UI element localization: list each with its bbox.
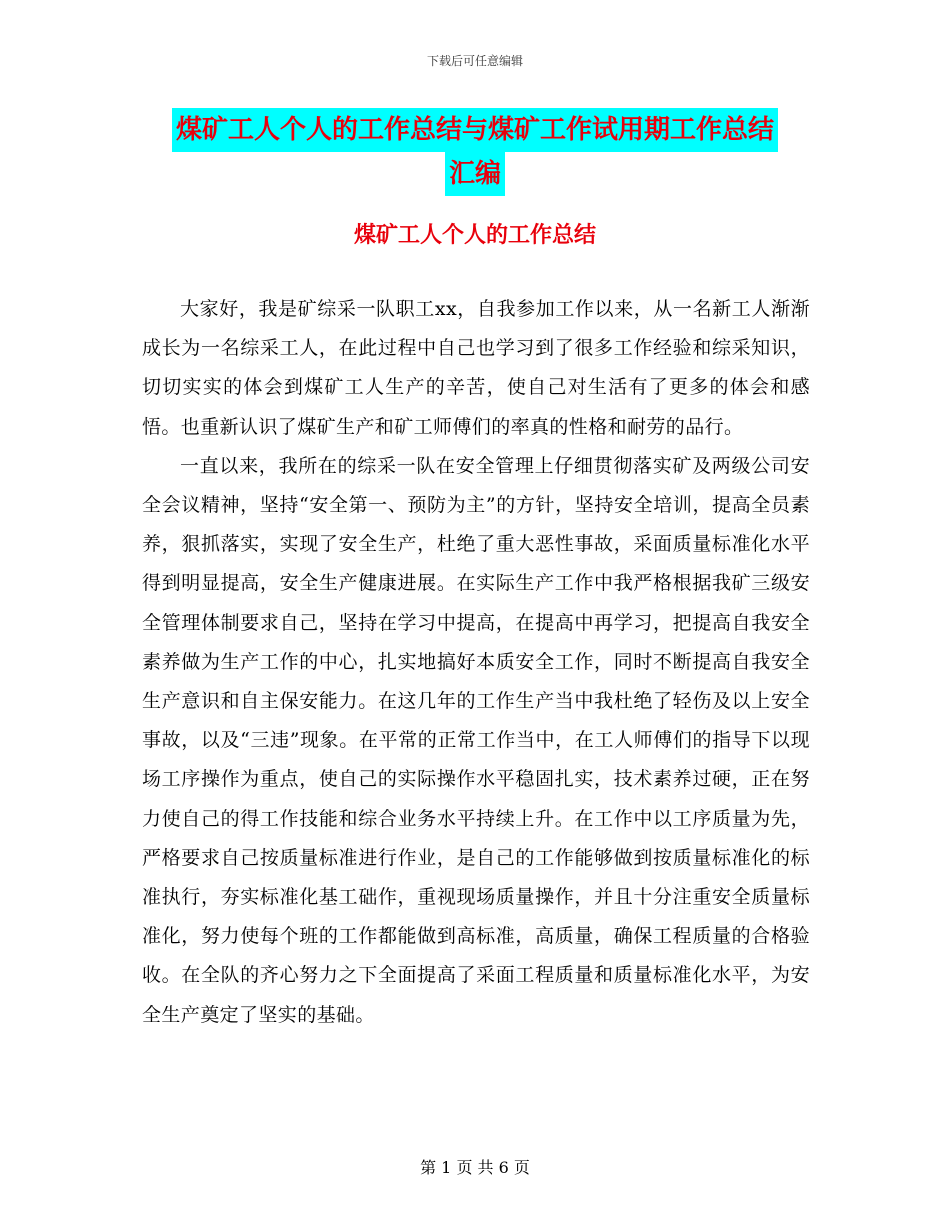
document-title-line-1: 煤矿工人个人的工作总结与煤矿工作试用期工作总结 [172, 108, 778, 152]
page-number-footer: 第 1 页 共 6 页 [420, 1158, 530, 1177]
document-title-line-2: 汇编 [445, 152, 505, 196]
document-body [142, 290, 810, 1035]
section-title: 煤矿工人个人的工作总结 [353, 223, 596, 248]
page-header-note: 下载后可任意编辑 [426, 54, 523, 68]
paragraph: 大家好，我是矿综采一队职工xx，自我参加工作以来，从一名新工人渐渐成长为一名综采工人，在此过程中自己也学习到了很多工作经验和综采知识，切切实实的体会到煤矿工人生产的辛苦，使自己对生活有了更多的体会和感悟。也重新认识了煤矿生产和矿工师傅们的率真的性格和耐劳的品行。 [142, 298, 810, 438]
document-title [145, 108, 805, 196]
paragraph: 一直以来，我所在的综采一队在安全管理上仔细贯彻落实矿及两级公司安全会议精神，坚持“安全第一、预防为主”的方针，坚持安全培训，提高全员素养，狠抓落实，实现了安全生产，杜绝了重大恶性事故，采面质量标准化水平得到明显提高，安全生产健康进展。在实际生产工作中我严格根据我矿三级安全管理体制要求自己，坚持在学习中提高，在提高中再学习，把提高自我安全素养做为生产工作的中心，扎实地搞好本质安全工作，同时不断提高自我安全生产意识和自主保安能力。在这几年的工作生产当中我杜绝了轻伤及以上安全事故，以及“三违”现象。在平常的正常工作当中，在工人师傅们的指导下以现场工序操作为重点，使自己的实际操作水平稳固扎实，技术素养过硬，正在努力使自己的得工作技能和综合业务水平持续上升。在工作中以工序质量为先，严格要求自己按质量标准进行作业，是自己的工作能够做到按质量标准化的标准执行，夯实标准化基工础作，重视现场质量操作，并且十分注重安全质量标准化，努力使每个班的工作都能做到高标准，高质量，确保工程质量的合格验收。在全队的齐心努力之下全面提高了采面工程质量和质量标准化水平，为安全生产奠定了坚实的基础。 [142, 454, 810, 1026]
